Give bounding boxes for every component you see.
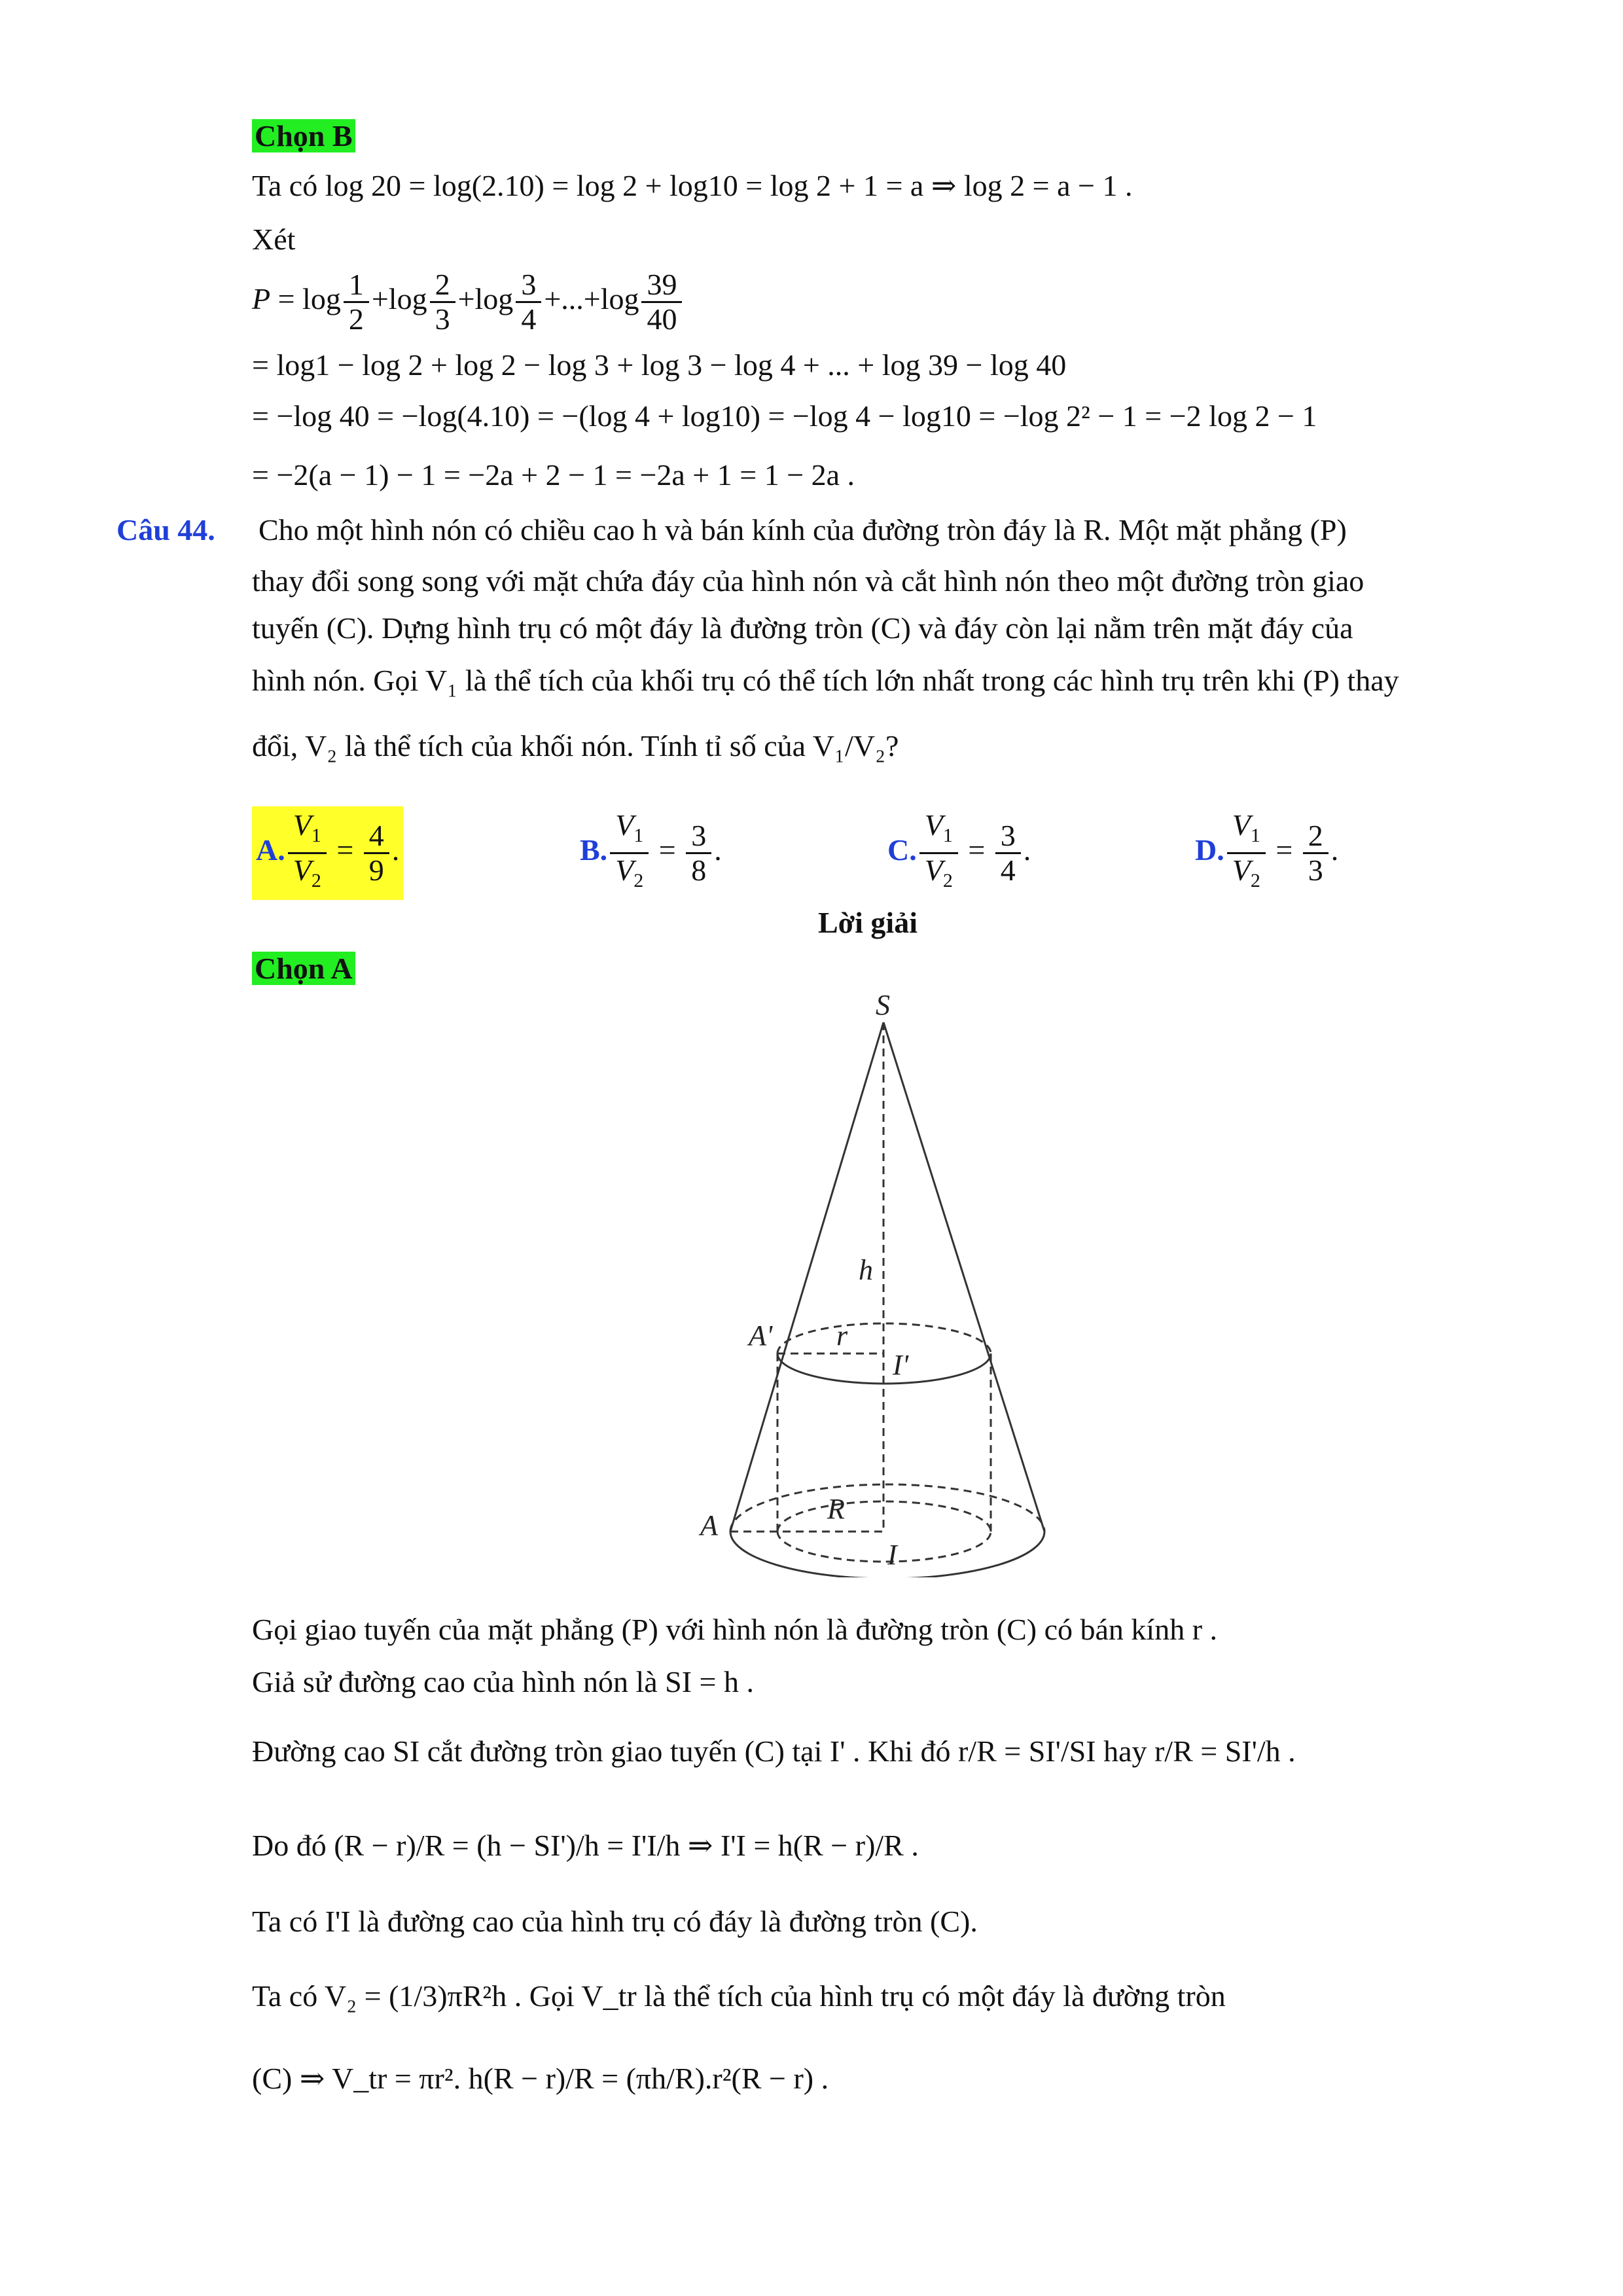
question-text-4: hình nón. Gọi V₁ là thể tích của khối trụ có thể tích lớn nhất trong các hình trụ trên khi (P) thay — [252, 664, 1399, 697]
cone-cylinder-figure — [687, 988, 1080, 1577]
label-big-r: R — [827, 1493, 845, 1525]
option-d: D. $\frac{V_1}{V_2}$ = $\frac{2}{3}$ . — [1195, 808, 1339, 891]
choice-label-a: Chọn A — [252, 949, 355, 988]
option-b: B. $\frac{V_1}{V_2}$ = $\frac{3}{8}$ . — [580, 808, 722, 891]
solution-title: Lời giải — [818, 906, 918, 939]
option-a: A. $\frac{V_1}{V_2}$ = $\frac{4}{9}$ . — [252, 806, 403, 900]
question-text: Cho một hình nón có chiều cao h và bán kính của đường tròn đáy là R. Một mặt phẳng (P) — [259, 513, 1347, 547]
label-i: I — [887, 1539, 897, 1571]
equation-line3: = −log 40 = −log(4.10) = −(log 4 + log10) = −log 4 − log10 = −log 2² − 1 = −2 log 2 − 1 — [252, 399, 1317, 433]
option-letter: A. — [256, 833, 285, 867]
option-value: $\frac{3}{4}$ — [995, 819, 1021, 887]
option-letter: B. — [580, 833, 608, 867]
solution-line5: Ta có I'I là đường cao của hình trụ có đáy là đường tròn (C). — [252, 1905, 978, 1938]
label-r: r — [836, 1319, 848, 1352]
question-text-5: đổi, V₂ là thể tích của khối nón. Tính tỉ số của V₁/V₂? — [252, 729, 899, 762]
label-i-prime: I' — [893, 1349, 909, 1381]
option-c: C. $\frac{V_1}{V_2}$ = $\frac{3}{4}$ . — [887, 808, 1031, 891]
label-h: h — [859, 1254, 873, 1286]
option-value: $\frac{3}{8}$ — [686, 819, 711, 887]
choice-label-b: Chọn B — [252, 117, 355, 156]
solution-line4: Do đó (R − r)/R = (h − SI')/h = I'I/h ⇒ I'I = h(R − r)/R . — [252, 1829, 919, 1862]
label-a: A — [700, 1509, 718, 1541]
cylinder-bottom-front — [777, 1532, 991, 1562]
solution-line1: Gọi giao tuyến của mặt phẳng (P) với hình nón là đường tròn (C) có bán kính r . — [252, 1613, 1218, 1646]
equation-p: P = log $\frac{1}{2}$ +log $\frac{2}{3}$ +log $\frac{3}{4}$ +...+log $\frac{39}{40}$ — [252, 268, 685, 336]
option-letter: C. — [887, 833, 917, 867]
equation-line2: = log1 − log 2 + log 2 − log 3 + log 3 − log 4 + ... + log 39 − log 40 — [252, 348, 1067, 382]
option-letter: D. — [1195, 833, 1224, 867]
solution-line6: Ta có V₂ = (1/3)πR²h . Gọi V_tr là thể tích của hình trụ có một đáy là đường tròn — [252, 1979, 1226, 2013]
option-value: $\frac{2}{3}$ — [1303, 819, 1329, 887]
equation-log20: Ta có log 20 = log(2.10) = log 2 + log10 = log 2 + 1 = a ⇒ log 2 = a − 1 . — [252, 169, 1133, 202]
label-s: S — [876, 989, 890, 1021]
solution-line3: Đường cao SI cắt đường tròn giao tuyến (C) tại I' . Khi đó r/R = SI'/SI hay r/R = SI'/h . — [252, 1734, 1296, 1768]
solution-line7: (C) ⇒ V_tr = πr². h(R − r)/R = (πh/R).r²(R − r) . — [252, 2062, 829, 2095]
option-value: $\frac{4}{9}$ — [364, 819, 389, 887]
solution-line2: Giả sử đường cao của hình nón là SI = h . — [252, 1665, 754, 1698]
question-number: Câu 44. — [116, 513, 215, 547]
question-text-2: thay đổi song song với mặt chứa đáy của hình nón và cắt hình nón theo một đường tròn giao — [252, 564, 1364, 598]
cone-right-side — [883, 1022, 1044, 1532]
equation-line4: = −2(a − 1) − 1 = −2a + 2 − 1 = −2a + 1 = 1 − 2a . — [252, 458, 855, 492]
label-a-prime: A' — [749, 1319, 773, 1352]
text-xet: Xét — [252, 223, 296, 256]
question-text-3: tuyến (C). Dựng hình trụ có một đáy là đường tròn (C) và đáy còn lại nằm trên mặt đáy của — [252, 611, 1353, 645]
